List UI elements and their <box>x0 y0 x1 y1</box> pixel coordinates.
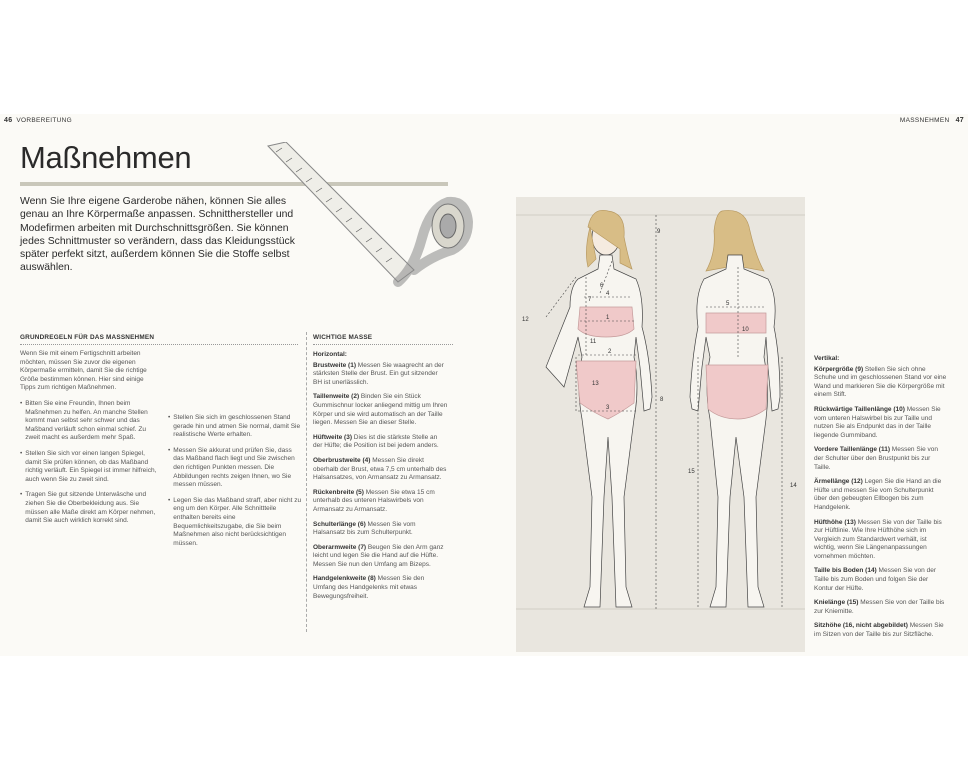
definition-entry <box>313 489 448 515</box>
measurement-label: 9 <box>657 229 661 235</box>
measurement-label: 6 <box>600 283 604 289</box>
left-page-number: 46 <box>4 117 13 124</box>
definition-term: Vordere Taillenlänge (11) <box>814 446 890 454</box>
important-divider <box>313 344 453 345</box>
definition-entry <box>814 599 948 616</box>
definition-entry <box>313 434 448 451</box>
right-page-number: 47 <box>955 117 964 124</box>
vertical-subheading: Vertikal: <box>814 355 840 362</box>
column-separator <box>306 332 307 632</box>
definition-term: Rückenbreite (5) <box>313 488 364 496</box>
important-heading: WICHTIGE MASSE <box>313 334 373 341</box>
definition-text: Messen Sie von der Schulter über den Brustpunkt bis zur Taille. <box>814 446 939 471</box>
definition-text: Messen Sie den Umfang des Handgelenks mit etwas Bewegungsfreiheit. <box>313 575 425 600</box>
definition-text: Messen Sie vom unteren Halswirbel bis zur Taille und nutzen Sie als Endpunkt das in der Taille liegende Gummiband. <box>814 405 941 439</box>
definition-entry <box>814 478 948 512</box>
rules-right-column <box>168 414 302 555</box>
definition-term: Oberbrustweite (4) <box>313 456 371 464</box>
definition-term: Ärmellänge (12) <box>814 478 863 486</box>
list-item: • Stellen Sie sich im geschlossenen Stand gerade hin und atmen Sie normal, damit Sie realistische Werte erhalten. <box>168 414 301 439</box>
definition-entry <box>814 366 948 400</box>
rules-divider <box>20 344 298 345</box>
definition-term: Sitzhöhe (16, nicht abgebildet) <box>814 622 908 630</box>
front-figure <box>546 210 652 607</box>
left-section-label: VORBEREITUNG <box>16 117 72 124</box>
list-item: • Messen Sie akkurat und prüfen Sie, dass das Maßband flach liegt und Sie zwischen den richtigen Punkten messen. Die Abbildungen rechts zeigen Ihnen, wo Sie messen müssen. <box>168 446 295 489</box>
definition-term: Brustweite (1) <box>313 361 356 369</box>
definition-term: Knielänge (15) <box>814 599 859 607</box>
definition-term: Taille bis Boden (14) <box>814 567 877 575</box>
definition-text: Messen Sie etwa 15 cm unterhalb des unteren Halswirbels von Armansatz zu Armansatz. <box>313 488 435 513</box>
rules-heading: GRUNDREGELN FÜR DAS MASSNEHMEN <box>20 334 155 341</box>
definition-entry <box>313 521 448 538</box>
definition-text: Messen Sie von der Taille bis zur Hüftlinie. Wie Ihre Hüfthöhe sich im Vergleich zum Standardwert verhält, ist wichtig, wenn Sie Längenanpassungen vornehmen möchten. <box>814 518 942 560</box>
definition-entry <box>313 575 448 601</box>
important-list <box>313 351 448 607</box>
rules-left-column <box>20 350 160 533</box>
measurement-label: 7 <box>588 297 592 303</box>
measurement-label: 8 <box>660 397 664 403</box>
definition-entry <box>814 446 948 472</box>
definition-entry <box>313 457 448 483</box>
definition-text: Dies ist die stärkste Stelle an der Hüfte; die Position ist bei jedem anders. <box>313 433 439 450</box>
measurement-label: 12 <box>522 317 529 323</box>
definition-text: Binden Sie ein Stück Gummischnur locker anliegend mittig um Ihren Körper und sie wird automatisch an der Taille liegen. Messen Sie an dieser Stelle. <box>313 393 448 427</box>
right-running-head <box>900 117 964 124</box>
vertical-list <box>814 355 948 646</box>
measurement-label: 10 <box>742 327 749 333</box>
measurement-label: 5 <box>726 301 730 307</box>
tape-measure-illustration <box>264 142 474 292</box>
definition-text: Legen Sie die Hand an die Hüfte und messen Sie vom Schulterpunkt über den gebeugten Ellbogen bis zum Handgelenk. <box>814 478 942 511</box>
list-item: • Bitten Sie eine Freundin, Ihnen beim Maßnehmen zu helfen. An manche Stellen kommt man selbst sehr schwer und das Maßband verläuft schon einmal schief. Zu zweit macht es außerdem mehr Spaß. <box>20 399 148 442</box>
intro-paragraph: Wenn Sie Ihre eigene Garderobe nähen, können Sie alles genau an Ihre Körpermaße anpassen. Schnitthersteller und Modefirmen arbeiten mit Durchschnittsgrößen. Sie können jedes Schnittmuster so verändern, dass das Kleidungsstück später perfekt sitzt, außerdem können Sie die Stoffe selbst auswählen. <box>20 196 295 274</box>
definition-text: Beugen Sie den Arm ganz leicht und legen Sie die Hand auf die Hüfte. Messen Sie nun den Umfang am Bizeps. <box>313 543 444 568</box>
left-running-head <box>4 117 72 124</box>
measurement-label: 11 <box>590 339 597 345</box>
list-item: • Tragen Sie gut sitzende Unterwäsche und ziehen Sie die Oberbekleidung aus. Sie müssen alle Maße direkt am Körper nehmen, damit Sie auch wirklich korrekt sind. <box>20 491 156 525</box>
page-title: Maßnehmen <box>20 140 192 175</box>
definition-term: Hüfthöhe (13) <box>814 518 856 526</box>
rules-intro: Wenn Sie mit einem Fertigschnitt arbeiten möchten, müssen Sie zuvor die eigenen Körpermaße ermitteln, damit Sie die richtige Größe bestimmen können. Hier sind einige Tipps zum richtigen Maßnehmen. <box>20 350 147 392</box>
definition-term: Taillenweite (2) <box>313 393 360 401</box>
definition-text: Messen Sie von der Taille bis zum Boden und folgen Sie der Kontur der Hüfte. <box>814 567 936 592</box>
measurement-label: 1 <box>606 315 610 321</box>
measurement-label: 3 <box>606 405 610 411</box>
definition-entry <box>814 567 948 593</box>
measurement-label: 13 <box>592 381 599 387</box>
definition-entry <box>313 362 448 388</box>
definition-text: Messen Sie vom Halsansatz bis zum Schulterpunkt. <box>313 520 416 537</box>
definition-entry <box>814 406 948 440</box>
measurement-label: 2 <box>608 349 612 355</box>
definition-text: Messen Sie von der Taille bis zur Kniemitte. <box>814 599 945 615</box>
definition-text: Messen Sie direkt oberhalb der Brust, etwa 7,5 cm unterhalb des Halsansatzes, von Armansatz zu Armansatz. <box>313 456 447 482</box>
horizontal-subheading: Horizontal: <box>313 351 347 358</box>
definition-entry <box>814 519 948 562</box>
definition-entry <box>313 544 448 570</box>
body-measurement-diagram <box>516 197 805 652</box>
definition-term: Rückwärtige Taillenlänge (10) <box>814 405 905 413</box>
list-item: • Stellen Sie sich vor einen langen Spiegel, damit Sie prüfen können, ob das Maßband richtig verläuft. Ein Spiegel ist immer hilfreich, auch wenn Sie zu zweit sind. <box>20 449 157 483</box>
list-item: • Legen Sie das Maßband straff, aber nicht zu eng um den Körper. Alle Schnittteile enthalten bereits eine Bequemlichkeitszugabe, die Sie beim Maßnehmen also nicht berücksichtigen müssen. <box>168 496 302 547</box>
definition-text: Stellen Sie sich ohne Schuhe und im geschlossenen Stand vor eine Wand und markieren Sie die Körpergröße mit einem Stift. <box>814 365 947 399</box>
back-figure <box>690 210 780 607</box>
measurement-label: 4 <box>606 291 610 297</box>
definition-entry <box>313 393 448 427</box>
definition-term: Oberarmweite (7) <box>313 543 367 551</box>
measurement-label: 14 <box>790 483 797 489</box>
definition-term: Schulterlänge (6) <box>313 520 366 528</box>
definition-text: Messen Sie im Sitzen von der Taille bis zur Sitzfläche. <box>814 622 944 639</box>
definition-term: Hüftweite (3) <box>313 433 352 441</box>
right-section-label: MASSNEHMEN <box>899 117 950 124</box>
definition-text: Messen Sie waagrecht an der stärksten Stelle der Brust. Ein gut sitzender BH ist unerlässlich. <box>313 361 444 386</box>
definition-term: Handgelenkweite (8) <box>313 575 376 583</box>
definition-entry <box>814 622 948 639</box>
measurement-label: 15 <box>688 469 695 475</box>
definition-term: Körpergröße (9) <box>814 365 864 373</box>
